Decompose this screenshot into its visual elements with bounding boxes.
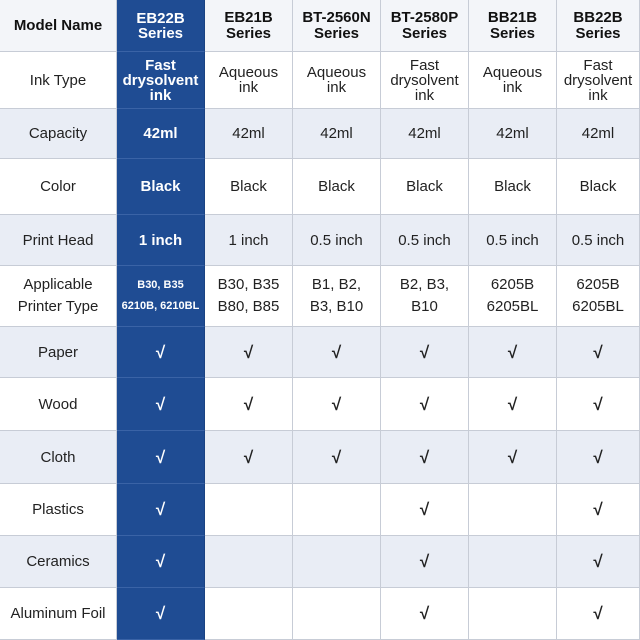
line: B3, B10 <box>309 298 364 315</box>
row-label-ink-type: Ink Type <box>0 52 117 109</box>
header-eb21b <box>205 0 293 52</box>
row-label-plastics: Plastics <box>0 484 117 536</box>
aluminum-eb22b <box>117 588 205 640</box>
print-head-bb22b: 0.5 inch <box>557 215 640 266</box>
row-label-ceramics: Ceramics <box>0 536 117 588</box>
header-bb22b-l2: Series <box>575 24 621 42</box>
line: B30, B35 <box>217 276 280 293</box>
plastics-eb22b <box>117 484 205 536</box>
aluminum-bb21b <box>469 588 557 640</box>
line: Applicable <box>23 276 93 293</box>
check-icon: √ <box>243 447 254 467</box>
print-head-eb22b: 1 inch <box>117 215 205 266</box>
line: Fast <box>583 56 613 74</box>
header-bt2580p-l2: Series <box>401 24 448 42</box>
ink-type-eb21b <box>205 52 293 109</box>
check-icon: √ <box>331 394 342 414</box>
print-head-bt2580p: 0.5 inch <box>381 215 469 266</box>
header-bb21b <box>469 0 557 52</box>
line: 6205BL <box>572 298 624 315</box>
line: ink <box>588 86 608 104</box>
header-bt2560n <box>293 0 381 52</box>
check-icon: √ <box>243 394 254 414</box>
line: B10 <box>411 298 438 315</box>
header-eb22b <box>117 0 205 52</box>
capacity-bt2560n: 42ml <box>293 109 381 159</box>
check-icon: √ <box>419 447 430 467</box>
line: ink <box>238 79 259 96</box>
wood-bt2580p <box>381 378 469 431</box>
header-eb21b-l2: Series <box>225 24 272 42</box>
row-label-printer-type <box>0 266 117 327</box>
check-icon: √ <box>593 604 603 623</box>
check-icon: √ <box>419 500 430 519</box>
print-head-eb21b: 1 inch <box>205 215 293 266</box>
line: ink <box>326 79 347 96</box>
header-eb21b-l1: EB21B <box>224 8 273 26</box>
row-label-print-head: Print Head <box>0 215 117 266</box>
cloth-bb22b <box>557 431 640 484</box>
line: ink <box>149 86 172 104</box>
cloth-bt2580p <box>381 431 469 484</box>
ink-type-eb22b <box>117 52 205 109</box>
header-bt2580p-l1: BT-2580P <box>390 8 459 26</box>
line: B30, B35 <box>137 279 184 291</box>
check-icon: √ <box>593 447 603 467</box>
header-bb21b-l2: Series <box>489 24 536 42</box>
check-icon: √ <box>593 552 603 571</box>
aluminum-bt2560n <box>293 588 381 640</box>
paper-bb22b <box>557 327 640 378</box>
ceramics-bt2560n <box>293 536 381 588</box>
line: 6210B, 6210BL <box>121 300 200 312</box>
wood-eb21b <box>205 378 293 431</box>
capacity-bb21b: 42ml <box>469 109 557 159</box>
line: Fast <box>409 56 440 74</box>
header-bt2580p <box>381 0 469 52</box>
check-icon: √ <box>155 500 166 519</box>
row-label-color: Color <box>0 159 117 215</box>
check-icon: √ <box>419 552 430 571</box>
wood-bb22b <box>557 378 640 431</box>
check-icon: √ <box>419 342 430 362</box>
color-bb21b: Black <box>469 159 557 215</box>
line: Aqueous <box>482 64 543 81</box>
printer-type-bb21b <box>469 266 557 327</box>
plastics-eb21b <box>205 484 293 536</box>
check-icon: √ <box>331 342 342 362</box>
line: Fast <box>145 56 176 74</box>
cloth-eb22b <box>117 431 205 484</box>
ink-type-bt2580p <box>381 52 469 109</box>
line: Aqueous <box>218 64 279 81</box>
check-icon: √ <box>507 342 518 362</box>
header-bt2560n-l1: BT-2560N <box>302 8 371 26</box>
line: B2, B3, <box>399 276 450 293</box>
color-bt2580p: Black <box>381 159 469 215</box>
check-icon: √ <box>155 604 166 623</box>
line: 6205B <box>576 276 620 293</box>
check-icon: √ <box>593 394 603 414</box>
check-icon: √ <box>155 447 166 467</box>
capacity-eb22b: 42ml <box>117 109 205 159</box>
header-model-name: Model Name <box>0 0 117 52</box>
ceramics-eb21b <box>205 536 293 588</box>
header-bt2560n-l2: Series <box>313 24 360 42</box>
line: Printer Type <box>17 298 99 315</box>
cloth-bb21b <box>469 431 557 484</box>
aluminum-bb22b <box>557 588 640 640</box>
paper-eb22b <box>117 327 205 378</box>
print-head-bb21b: 0.5 inch <box>469 215 557 266</box>
paper-bt2580p <box>381 327 469 378</box>
paper-bt2560n <box>293 327 381 378</box>
header-eb22b-l1: EB22B <box>136 9 185 27</box>
line: Aqueous <box>306 64 367 81</box>
line: B80, B85 <box>217 298 280 315</box>
ceramics-bb22b <box>557 536 640 588</box>
ink-type-bb22b <box>557 52 640 109</box>
cloth-bt2560n <box>293 431 381 484</box>
print-head-bt2560n: 0.5 inch <box>293 215 381 266</box>
check-icon: √ <box>155 394 166 414</box>
check-icon: √ <box>155 342 166 362</box>
color-eb22b: Black <box>117 159 205 215</box>
header-eb22b-l2: Series <box>137 24 184 42</box>
wood-eb22b <box>117 378 205 431</box>
wood-bb21b <box>469 378 557 431</box>
header-bb22b <box>557 0 640 52</box>
color-eb21b: Black <box>205 159 293 215</box>
paper-bb21b <box>469 327 557 378</box>
ceramics-bt2580p <box>381 536 469 588</box>
check-icon: √ <box>419 394 430 414</box>
wood-bt2560n <box>293 378 381 431</box>
check-icon: √ <box>507 394 518 414</box>
row-label-paper: Paper <box>0 327 117 378</box>
plastics-bt2580p <box>381 484 469 536</box>
line: 6205BL <box>486 298 539 315</box>
paper-eb21b <box>205 327 293 378</box>
line: B1, B2, <box>311 276 362 293</box>
plastics-bb22b <box>557 484 640 536</box>
row-label-capacity: Capacity <box>0 109 117 159</box>
capacity-eb21b: 42ml <box>205 109 293 159</box>
check-icon: √ <box>243 342 254 362</box>
cloth-eb21b <box>205 431 293 484</box>
header-bb22b-l1: BB22B <box>573 8 623 26</box>
line: drysolvent <box>563 71 633 89</box>
row-label-wood: Wood <box>0 378 117 431</box>
aluminum-bt2580p <box>381 588 469 640</box>
ink-type-bt2560n <box>293 52 381 109</box>
ceramics-eb22b <box>117 536 205 588</box>
printer-type-bb22b <box>557 266 640 327</box>
check-icon: √ <box>331 447 342 467</box>
row-label-aluminum-foil: Aluminum Foil <box>0 588 117 640</box>
check-icon: √ <box>507 447 518 467</box>
line: drysolvent <box>122 71 199 89</box>
line: drysolvent <box>390 71 459 89</box>
line: ink <box>502 79 523 96</box>
printer-type-eb21b <box>205 266 293 327</box>
printer-type-eb22b <box>117 266 205 327</box>
header-bb21b-l1: BB21B <box>487 8 538 26</box>
line: 6205B <box>490 276 535 293</box>
check-icon: √ <box>155 552 166 571</box>
printer-type-bt2580p <box>381 266 469 327</box>
ink-type-bb21b <box>469 52 557 109</box>
color-bt2560n: Black <box>293 159 381 215</box>
check-icon: √ <box>419 604 430 623</box>
ceramics-bb21b <box>469 536 557 588</box>
plastics-bb21b <box>469 484 557 536</box>
capacity-bb22b: 42ml <box>557 109 640 159</box>
aluminum-eb21b <box>205 588 293 640</box>
row-label-cloth: Cloth <box>0 431 117 484</box>
line: ink <box>414 86 435 104</box>
check-icon: √ <box>593 500 603 519</box>
capacity-bt2580p: 42ml <box>381 109 469 159</box>
color-bb22b: Black <box>557 159 640 215</box>
plastics-bt2560n <box>293 484 381 536</box>
check-icon: √ <box>593 342 603 362</box>
printer-type-bt2560n <box>293 266 381 327</box>
